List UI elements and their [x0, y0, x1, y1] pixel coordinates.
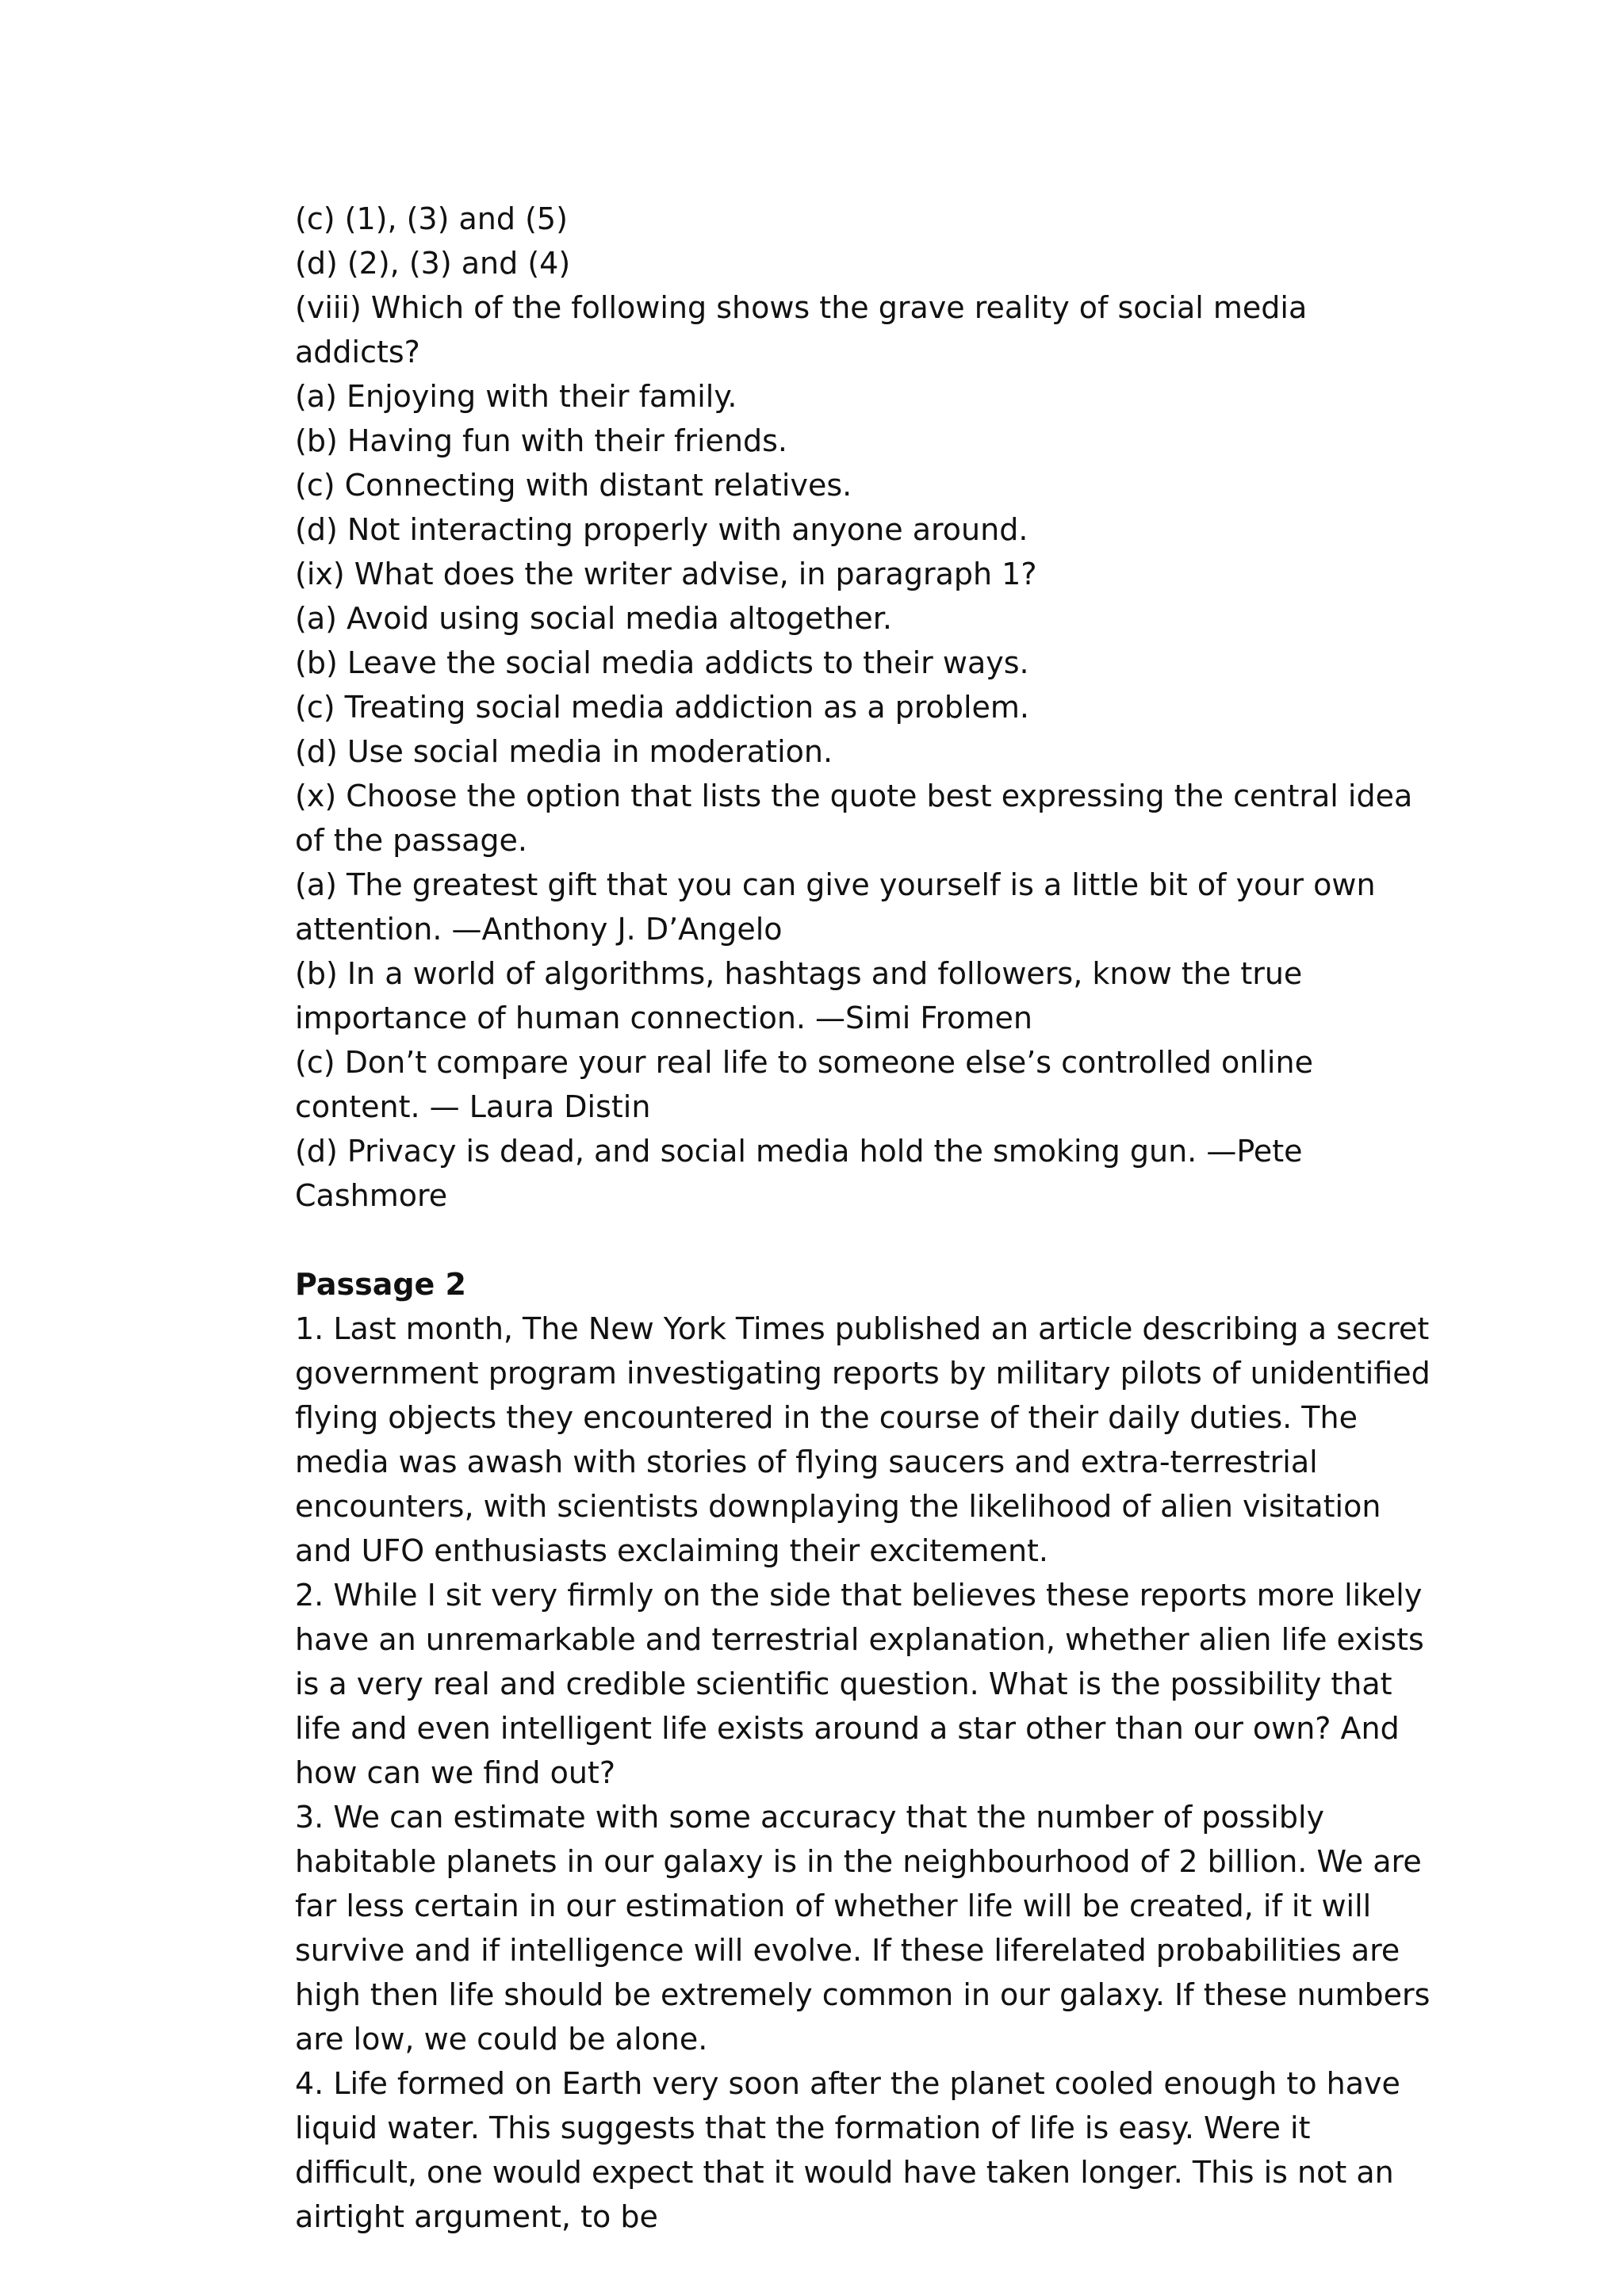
option-line: (b) In a world of algorithms, hashtags and followers, know the true importance of human connection. —Simi Fromen — [295, 956, 1303, 1035]
option-line: (a) Avoid using social media altogether. — [295, 601, 892, 636]
passage-heading: Passage 2 — [295, 1267, 466, 1302]
passage-paragraph: 1. Last month, The New York Times published an article describing a secret government program investigating reports by military pilots of unidentified flying objects they encountered in the course of their daily duties. The media was awash with stories of flying saucers and extra-terrestrial encounters, with scientists downplaying the likelihood of alien visitation and UFO enthusiasts exclaiming their excitement. — [295, 1311, 1431, 1568]
option-line: (d) (2), (3) and (4) — [295, 246, 571, 281]
option-line: (b) Leave the social media addicts to their ways. — [295, 645, 1029, 680]
option-line: (c) Treating social media addiction as a problem. — [295, 690, 1029, 725]
option-line: (d) Not interacting properly with anyone around. — [295, 512, 1028, 547]
option-line: (c) (1), (3) and (5) — [295, 201, 568, 236]
section-spacer — [295, 1218, 1437, 1262]
option-line: (a) Enjoying with their family. — [295, 379, 737, 414]
question-viii: (viii) Which of the following shows the grave reality of social media addicts? — [295, 290, 1308, 369]
document-page — [295, 197, 1437, 2239]
option-line: (d) Use social media in moderation. — [295, 734, 833, 769]
option-line: (c) Connecting with distant relatives. — [295, 468, 852, 503]
option-line: (c) Don’t compare your real life to someone else’s controlled online content. — Laura Distin — [295, 1045, 1313, 1124]
passage-paragraph: 2. While I sit very firmly on the side that believes these reports more likely have an unremarkable and terrestrial explanation, whether alien life exists is a very real and credible scientific question. What is the possibility that life and even intelligent life exists around a star other than our own? And how can we find out? — [295, 1578, 1424, 1790]
question-ix: (ix) What does the writer advise, in paragraph 1? — [295, 557, 1037, 591]
option-line: (a) The greatest gift that you can give yourself is a little bit of your own attention. —Anthony J. D’Angelo — [295, 867, 1376, 947]
passage-paragraph: 4. Life formed on Earth very soon after the planet cooled enough to have liquid water. This suggests that the formation of life is easy. Were it difficult, one would expect that it would have taken longer. This is not an airtight argument, to be — [295, 2066, 1400, 2234]
option-line: (d) Privacy is dead, and social media hold the smoking gun. —Pete Cashmore — [295, 1134, 1303, 1213]
passage-paragraph: 3. We can estimate with some accuracy that the number of possibly habitable planets in our galaxy is in the neighbourhood of 2 billion. We are far less certain in our estimation of whether life will be created, if it will survive and if intelligence will evolve. If these liferelated probabilities are high then life should be extremely common in our galaxy. If these numbers are low, we could be alone. — [295, 1800, 1431, 2057]
question-x: (x) Choose the option that lists the quote best expressing the central idea of the passage. — [295, 779, 1413, 858]
option-line: (b) Having fun with their friends. — [295, 423, 788, 458]
